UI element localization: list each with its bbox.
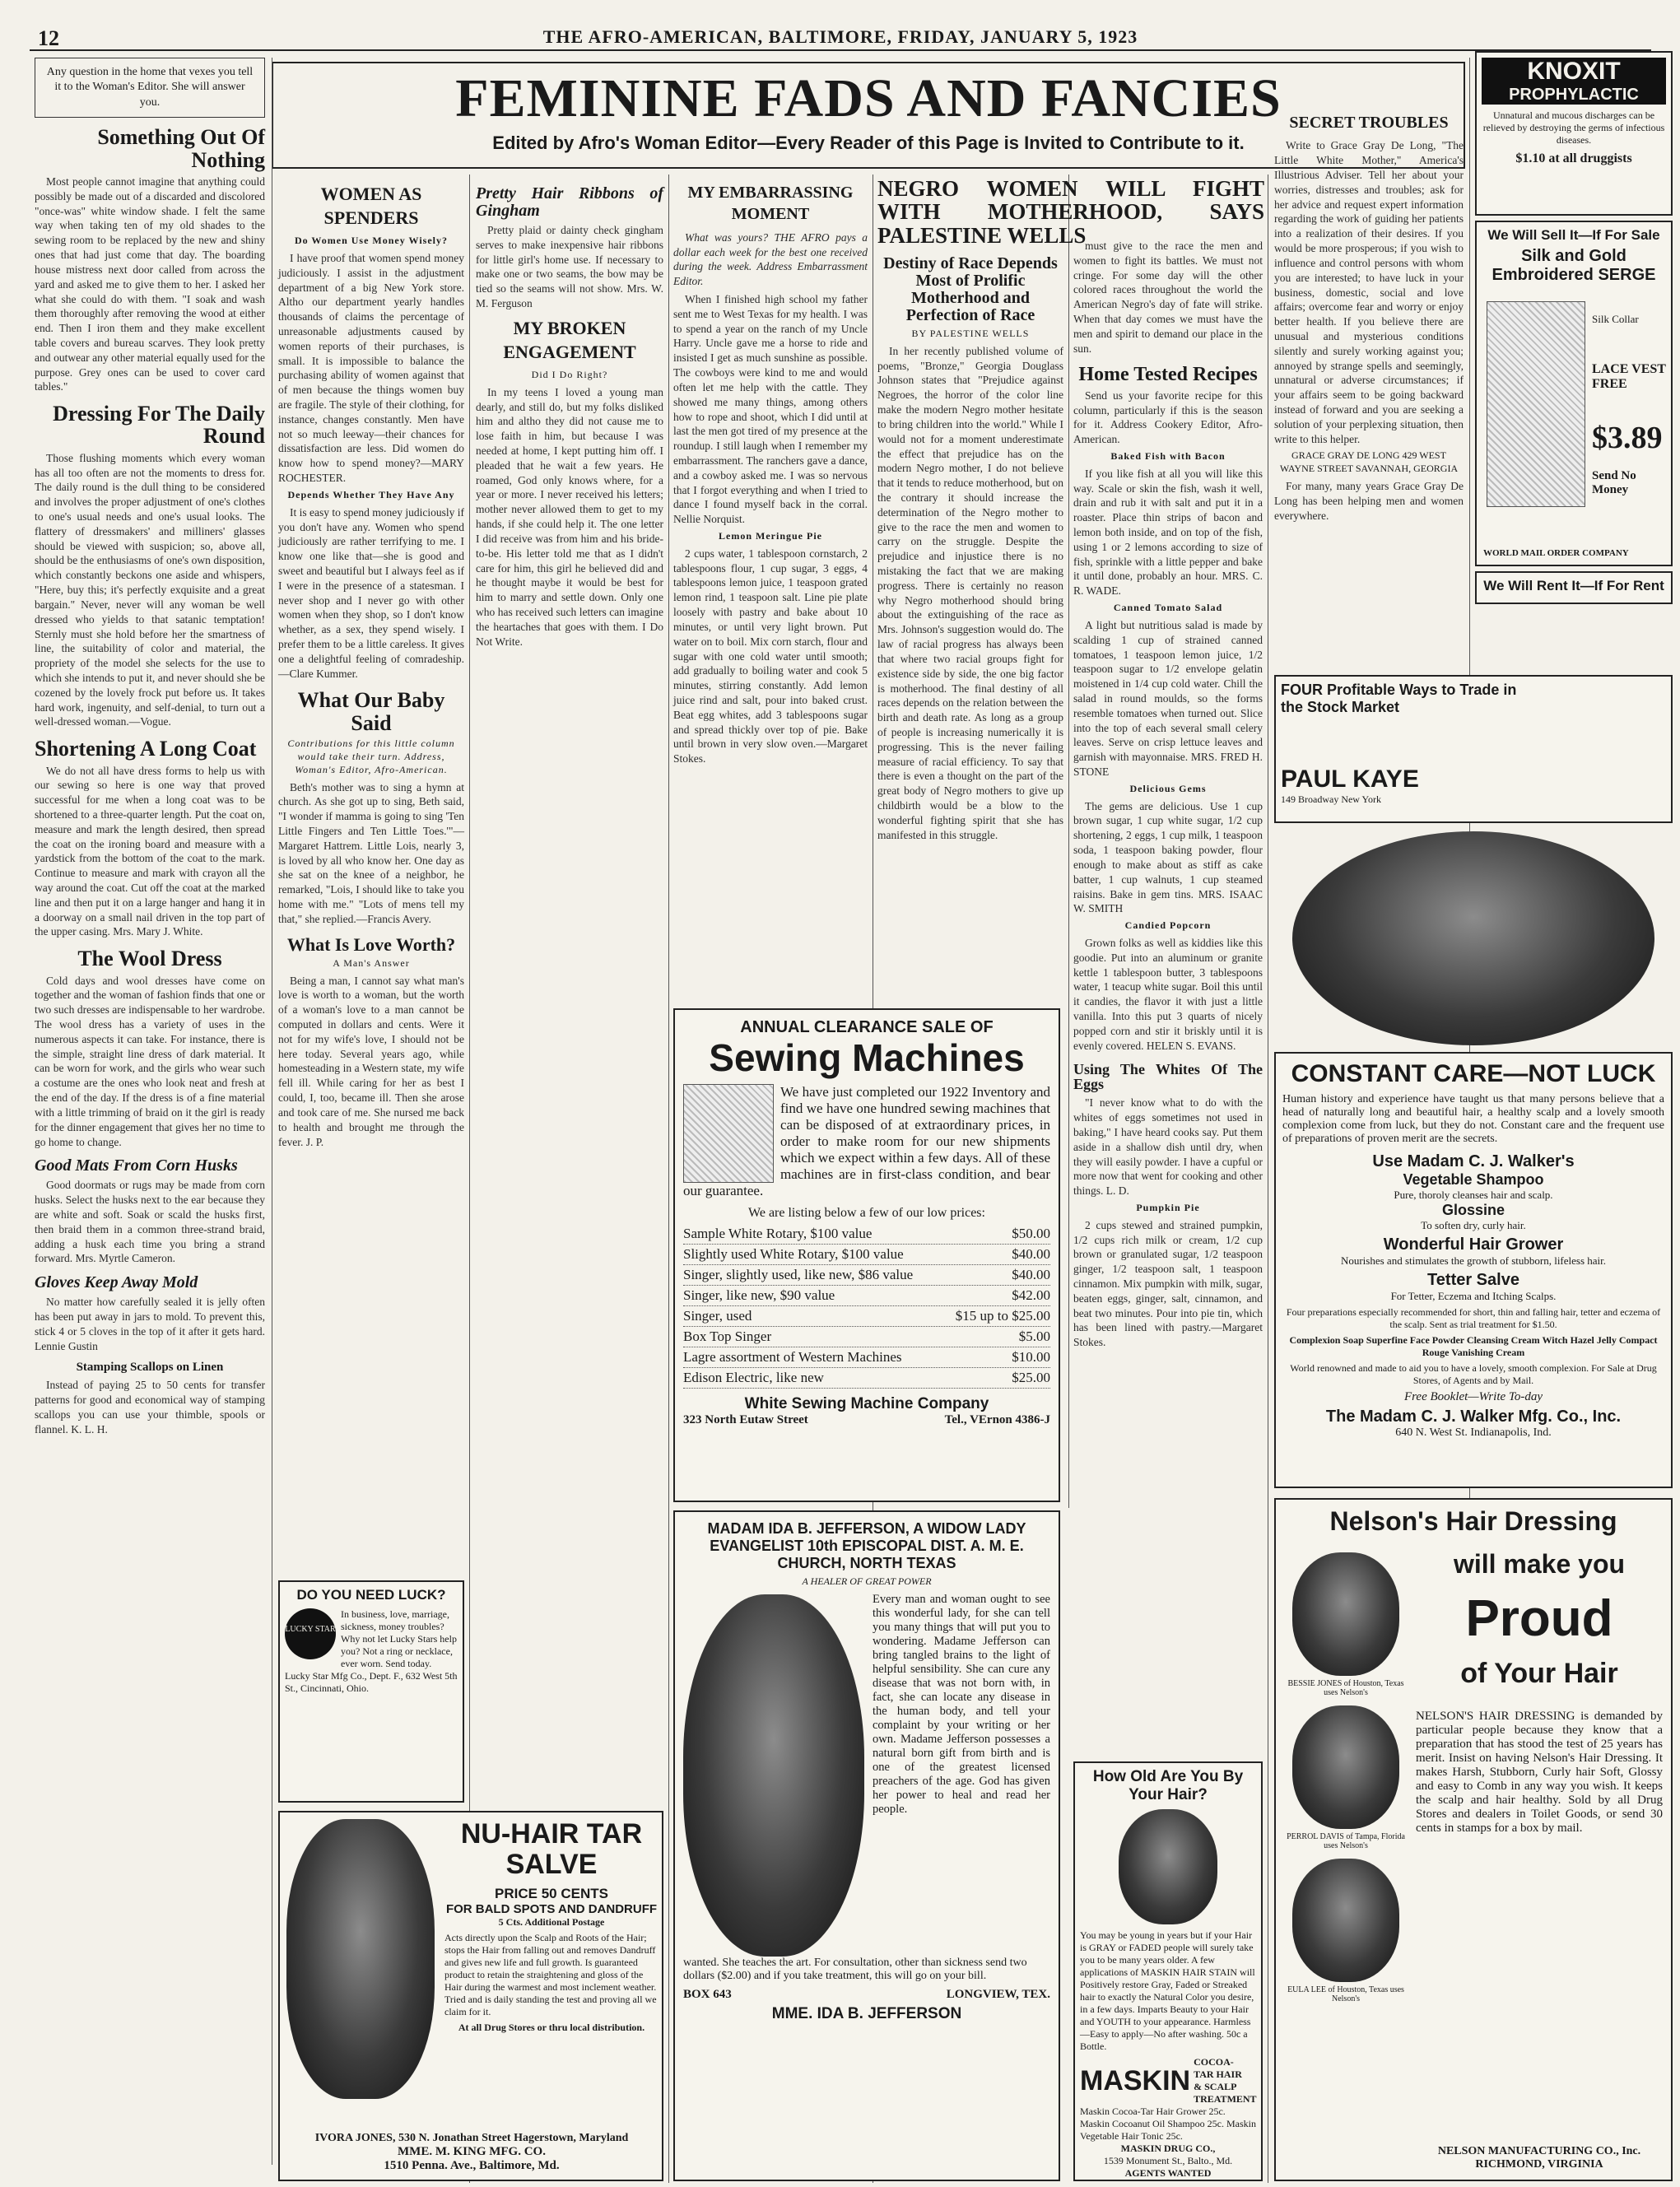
ad-headline: Nelson's Hair Dressing [1329,1506,1617,1536]
price-item: Lagre assortment of Western Machines [683,1348,902,1365]
lucky-star-icon: LUCKY STAR [285,1608,336,1659]
serge-ad [1475,221,1673,566]
price-row [683,1265,1050,1286]
ad-products: Maskin Cocoa-Tar Hair Grower 25c. Maskin Cocoanut Oil Shampoo 25c. Maskin Vegetable Hair Tonic 25c. [1080,2106,1256,2142]
section-tagline: Edited by Afro's Woman Editor—Every Reader of this Page is Invited to Contribute to it. [492,133,1245,153]
ad-listing: We are listing below a few of our low prices: [748,1205,985,1220]
recipe-text: 2 cups water, 1 tablespoon cornstarch, 2 tablespoons flour, 1 cup sugar, 3 eggs, 4 tablespoons lemon juice, 1 teaspoon grated lemon rind, 1 teaspoon salt. Line pie plate loosely with pastry and bake about 10 minutes, or until very light brown. Put water on to boil. Mix corn starch, flour and sugar with one cold water until smooth; add gradually to boiling water and cook 5 minutes, stirring constantly. Add lemon juice rind and salt, pour into baked crust. Beat egg whites, add 3 tablespoons sugar and spread thickly over top of pie. Bake until brown in very slow oven.—Margaret Stokes. [673,547,868,765]
testimonial: EULA LEE of Houston, Texas uses Nelson's [1287,1985,1404,2003]
ad-address: 1539 Monument St., Balto., Md. [1103,2155,1233,2166]
ad-text: We have just completed our 1922 Inventory and find we have one hundred sewing machines that can be disposed of at extraordinary prices, in order to make room for our new shipments which we expect within a few days. All of these machines are in first-class condition, and bear our guarantee. [683,1083,1050,1198]
ad-phone: Tel., VErnon 4386-J [944,1412,1050,1426]
article-headline: Gloves Keep Away Mold [35,1273,198,1292]
article-text: Write to Grace Gray De Long, "The Little White Mother," America's Illustrious Adviser. Tell her about your worries, distresses and troubles; ask for her advice and request expert information regarding the work of guiding her patients into a realization of their desires. If you would be more prosperous; if you wish to influence and control persons with whom you are interested; to have luck in your business, domestic, social and love affairs; overcome fear and worry or enjoy better health. If you believe there are unusual and mysterious conditions silently and surely working against you; annoyed by strange spells and seemingly, unnatural or adverse circumstances; if your affairs seem to be going backward instead of forward and you are seeking a solution of your perplexing situation, then write to this helper. [1274,139,1464,445]
ad-headline: How Old Are You By Your Hair? [1092,1768,1244,1803]
recipes-headline: Home Tested Recipes [1078,363,1258,385]
ad-item: Tetter Salve [1427,1271,1519,1289]
price-item: Singer, slightly used, like new, $86 value [683,1266,914,1282]
article-headline: Something Out Of Nothing [97,125,265,172]
ad-item: Wonderful Hair Grower [1383,1235,1564,1254]
ad-brand: KNOXIT [1482,58,1666,86]
ad-text: Unnatural and mucous discharges can be relieved by destroying the germs of infectious diseases. [1482,109,1665,146]
price-value: $50.00 [1012,1225,1050,1241]
ad-text: Acts directly upon the Scalp and Roots of the Hair; stops the Hair from falling out and removes Dandruff and gives new life and full growth. Is guaranteed product to retain the straightening and gloss of the Hair during the warmest and most inclement weather. Tried and is daily standing the test and proving all we claim for it. [444,1931,657,2017]
ad-item: Vegetable Shampoo [1403,1171,1544,1188]
recipe-title: Candied Popcorn [1124,919,1212,932]
price-item: Singer, like new, $90 value [683,1287,835,1303]
article-headline: NEGRO WOMEN WILL FIGHT WITH MOTHERHOOD, SAYS PALESTINE WELLS [877,176,1264,248]
ad-for: FOR BALD SPOTS AND DANDRUFF [445,1901,658,1916]
article-headline: What Our Baby Said [297,688,445,735]
section-title: FEMININE FADS AND FANCIES [455,68,1282,128]
article-headline: Dressing For The Daily Round [53,402,265,449]
ad-address: 1510 Penna. Ave., Baltimore, Md. [384,2159,560,2172]
price-value: $10.00 [1012,1348,1050,1365]
ad-line2: Proud [1465,1590,1613,1647]
ad-kicker: A HEALER OF GREAT POWER [802,1575,932,1587]
column-4 [673,177,868,1000]
ad-address: 640 N. West St. Indianapolis, Ind. [1395,1426,1552,1439]
ad-company: The Madam C. J. Walker Mfg. Co., Inc. [1325,1408,1622,1426]
ad-text: In business, love, marriage, sickness, money troubles? Why not let Lucky Stars help you? Not a ring or necklace, ever worn. Send today. Lucky Star Mfg Co., Dept. F., 632 West 5th St., Cincinnati, Ohio. [285,1608,458,1694]
article-headline: What Is Love Worth? [286,933,456,955]
paul-kaye-ad [1274,675,1673,823]
price-row [683,1327,1050,1347]
ad-brand: Silk and Gold Embroidered SERGE [1492,247,1656,284]
column-1 [35,58,265,2181]
article-text: When I finished high school my father sent me to West Texas for my health. I was to spend a year on the ranch of my Uncle Harry. Uncle gave me a horse to ride and insisted I get as much sunshine as possible. The cowboys were kind to me and would often let me help with the cattle. They showed me many things, among others how to rope and shoot, which I did until at last the men got tired of my presence at the roundup. I still laugh when I remember my embarrassment. The ranchers gave a dance, and a cowboy asked me. I was so nervous that I forgot everything and when I tried to dance I found myself back in the corral. Nellie Norquist. [673,293,868,526]
page-number: 12 [38,26,59,50]
price-row [683,1245,1050,1265]
recipe-text: The gems are delicious. Use 1 cup brown sugar, 1 cup white sugar, 1/2 cup shortening, 2 eggs, 1 cup milk, 1 teaspoon soda, 1 teaspoon baking powder, flour enough to make about as stiff as cake batter, 1 cup walnuts, 1 cup steamed raisins. Bake in gem tins. MRS. ISAAC W. SMITH [1073,799,1263,915]
price-value: $25.00 [1012,1369,1050,1385]
ad-text: Every man and woman ought to see this wonderful lady, for she can tell you many things that will put you to wondering. Madame Jefferson can bring tangled brains to the light of helpful sensibility. She can cure any disease that was not born with, in fact, she can locate any disease in the human body, and tell your complaint by your writing or her own. Madame Jefferson possesses a natural born gift from birth and is one of the greatest licensed preachers of the age. God has given her power to heal and read her people. [873,1593,1050,1816]
ad-headline: FOUR Profitable Ways to Trade in the Stock Market [1281,682,1517,715]
ad-line: Four preparations especially recommended for short, thin and falling hair, tetter and eczema of the scalp. Sent as trial treatment for $1.50. [1286,1306,1661,1330]
ad-dealers: At all Drug Stores or thru local distribution. [458,2021,645,2033]
sewing-machine-icon [683,1084,774,1183]
article-subhead: Contributions for this little column would take their turn. Address, Woman's Editor, Afro-American. [287,738,455,775]
article-text: No matter how carefully sealed it is jelly often has been put away in jars to mold. To prevent this, stick 4 or 5 cloves in the top of it after it gets hard. Lennie Gustin [35,1296,265,1352]
ad-send: Send No Money [1592,469,1636,496]
woman-face-image [1119,1809,1217,1924]
ad-headline: Sewing Machines [709,1036,1025,1079]
article-byline: BY PALESTINE WELLS [911,328,1030,340]
price-value: $15 up to $25.00 [955,1307,1050,1324]
ad-company: White Sewing Machine Company [744,1394,989,1412]
ad-headline: NU-HAIR TAR SALVE [460,1818,643,1881]
sewing-machine-ad [673,1008,1060,1502]
ad-price: PRICE 50 CENTS [495,1885,608,1901]
ad-item-desc: To soften dry, curly hair. [1421,1219,1526,1231]
article-headline: Stamping Scallops on Linen [76,1361,224,1375]
ad-item-desc: Nourishes and stimulates the growth of stubborn, lifeless hair. [1340,1254,1607,1267]
article-headline: WOMEN AS SPENDERS [320,184,422,229]
recipe-text: 2 cups stewed and strained pumpkin, 1/2 cups rich milk or cream, 1/2 cup brown or granulated sugar, 1/2 teaspoon ginger, 1/2 teaspoon salt, 1 teaspoon cinnamon. Mix pumpkin with milk, sugar, beaten eggs, ginger, salt, cinnamon, and beat two minutes. Pour into pie tin, which has been lined with pastry.—Margaret Stokes. [1073,1218,1263,1349]
price-value: $40.00 [1012,1245,1050,1262]
rent-ad [1475,571,1673,604]
ad-kicker: ANNUAL CLEARANCE SALE OF [740,1018,994,1036]
ad-text: NELSON'S HAIR DRESSING is demanded by particular people because they know that a preparation that has stood the test of 25 years has merit. Insist on having Nelson's Hair Dressing. It makes Harsh, Stubborn, Curly hair Soft, Glossy and easy to Comb in any way you wish. It keeps the scalp and hair healthy. Sold by all Drug Stores and dealers in Toilet Goods, or send 30 cents in stamps for a box by mail. [1416,1710,1663,1835]
maskin-ad [1073,1761,1263,2181]
price-value: $5.00 [1018,1328,1050,1344]
ad-fine: World renowned and made to aid you to have a lovely, smooth complexion. For Sale at Drug Stores, of Agents and by Mail. [1290,1362,1657,1386]
nelson-portrait-3-image [1292,1859,1399,1982]
woman-portrait-image [1292,831,1654,1045]
ad-subbrand: PROPHYLACTIC [1482,86,1666,105]
jefferson-portrait-image [683,1594,864,1957]
woman-photo-image [286,1819,435,2099]
article-text: Instead of paying 25 to 50 cents for transfer patterns for good and economical way of stamping scallops you can use your thimble, spools or flannel. K. L. H. [35,1379,265,1436]
masthead [30,23,1651,51]
article-text: Being a man, I cannot say what man's love is worth to a woman, but the worth of a woman's love to a man cannot be computed in dollars and cents. Were it not for my wife's love, I should not be here today. Several years ago, while homesteading in a Western state, my wife fell ill. While caring for her as best I could, I, too, became ill. Then she arose and took care of me. She nursed me back to health and brought me through the fever. J. P. [278,974,464,1148]
ad-price: $1.10 at all druggists [1515,151,1632,165]
article-subhead: Do Women Use Money Wisely? [294,235,448,247]
price-list [683,1224,1050,1389]
article-headline: MY BROKEN ENGAGEMENT [503,317,636,362]
ad-side: COCOA-TAR HAIR & SCALP TREATMENT [1194,2056,1257,2105]
knoxit-ad [1475,51,1673,216]
ad-price: $3.89 [1592,421,1663,455]
ad-brand: PAUL KAYE [1281,765,1419,793]
jefferson-ad [673,1510,1060,2181]
lucky-star-ad [278,1580,464,1803]
article-text: Good doormats or rugs may be made from corn husks. Select the husks next to the ear because they are white and soft. Soak or scald the husks first, then braid them in a common three-strand braid, adding a husk each time you bring a strand forward. Mrs. Myrtle Cameron. [35,1179,265,1265]
recipe-text: A light but nutritious salad is made by scalding 1 cup of strained canned tomatoes, 1 teaspoon lemon juice, 1/2 teaspoon sugar to 1/2 envelope gelatin moistened in 1/4 cup cold water. Chill the salad in round moulds, so the forms resemble tomatoes when turned out. Slice into the top of each several small celery leaves. Serve on crisp lettuce leaves and garnish with mayonnaise. MRS. FRED H. STONE [1073,618,1263,779]
article-headline: SECRET TROUBLES [1289,114,1449,132]
price-item: Sample White Rotary, $100 value [683,1225,873,1241]
recipe-title: Baked Fish with Bacon [1110,449,1226,462]
article-text: In my teens I loved a young man dearly, and still do, but my folks disliked him and altho they did not cause me to lose faith in him, but because I was needed at home, I kept putting him off. I pleaded that he wait a few years. He roamed, God only knows where, for a year or more. I never received his letters; mother never allowed them to get to my hands, if she could help it. The one letter I did receive was from him and his bride-to-be. His letter told me that as I didn't care for him, this girl he believed did and he thought maybe it would be best for him to marry and settle down. Only one who has received such letters can imagine the heartaches that goes with them. I Do Not Write. [476,385,663,648]
recipe-title: Canned Tomato Salad [1113,602,1223,614]
walker-ad [1274,1052,1673,1488]
testimonial: BESSIE JONES of Houston, Texas uses Nelson's [1287,1679,1404,1697]
article-text: Beth's mother was to sing a hymn at church. As she got up to sing, Beth said, "I wonder if mamma is going to sing 'Ten Little Fingers and Ten Little Toes.'"—Margaret Hattrem. Little Lois, nearly 3, is loved by all who know her. One day as she sat on the knee of a neighbor, he remarked, "Lois, I should like to take you home with me." "Lots of mens tell my that," she replied.—Francis Avery. [278,780,464,925]
article-headline: Good Mats From Corn Husks [35,1156,238,1175]
ask-box: Any question in the home that vexes you tell it to the Woman's Editor. She will answer you. [35,58,265,118]
nelson-ad [1274,1498,1673,2181]
ad-city: LONGVIEW, TEX. [946,1988,1050,2001]
ad-line1: will make you [1453,1549,1626,1579]
ad-box: BOX 643 [683,1988,732,2001]
article-headline: Shortening A Long Coat [35,737,257,761]
recipe-text: Grown folks as well as kiddies like this goodie. Put into an aluminum or granite kettle 1 tablespoon butter, 3 tablespoons water, 1 teacup white sugar. Boil this until it candies, the flavor it with just a little vanilla. Into this put 3 quarts of nicely popped corn and stir it briskly until it is evenly covered. HELEN S. EVANS. [1073,937,1263,1052]
article-text: I have proof that women spend money judiciously. I assist in the adjustment department of a big New York store. Altho our department yearly handles thousands of claims the percentage of unreasonable adjustments caused by women reports of their purchases, is small. It is impossible to balance the purchasing ability of women against that of men because the things women buy are fragile. The style of their clothing, for instance, changes constantly. Men have not so much leeway—their chances for dissatisfaction are less. Did women do know how to spend money?—MARY ROCHESTER. [278,251,464,485]
ad-headline: We Will Sell It—If For Sale [1487,227,1660,243]
article-text: Pretty plaid or dainty check gingham serves to make inexpensive hair ribbons for little girl's home use. If necessary to make one or two seams, the bow may be tied so the seams will not show. Mrs. W. M. Ferguson [476,224,663,310]
ad-agent: IVORA JONES, 530 N. Jonathan Street Hagerstown, Maryland [314,2132,629,2144]
recipes-intro: Send us your favorite recipe for this column, particularly if this is the season for it. Address Cookery Editor, Afro-American. [1073,389,1263,446]
ad-address: 323 North Eutaw Street [683,1412,808,1426]
ad-headline: We Will Rent It—If For Rent [1483,578,1664,593]
article-text: In her recently published volume of poems, "Bronze," Georgia Douglass Johnson states that "Prejudice against Negroes, the horror of the color line make the modern Negro mother hesitate to bring children into the world." While I would not for a moment underestimate the effect that prejudice has on the modern Negro mother, I do not believe that it tends to reduce motherhood, but on the contrary it should increase the determination of the Negro mother to give to the race the men and women to carry on the struggle. Despite the prejudice and injustice there is no mistaking the fact that we are making progress. There is certainly no reason why Negro motherhood should bring about the extinguishing of the race as Mrs. Johnson's suggestion would do. The law of racial progress has always been that where two racial groups fight for existence side by side, the one big factor is motherhood. The final destiny of all races depends on the relation between the birth and death rate. As long as a group of people is increasing numerically it is progressing. This is the never failing measure of racial efficiency. To say that there is even a thought on the part of the great body of Negro mothers to give up childbirth would be a blow to the wonderful fighting spirit that she has manifested in this struggle. [877,344,1063,841]
ad-line3: of Your Hair [1460,1658,1618,1689]
nu-hair-ad [278,1811,663,2181]
nelson-portrait-1-image [1292,1552,1399,1676]
dress-illustration-icon [1487,301,1585,507]
recipe-text: If you like fish at all you will like this way. Scale or skin the fish, wash it well, drain and rub it with salt and put it in a roaster. Place thin strips of bacon and lemon both inside, and on top of the fish, using 1 or 2 lemons according to size of fish, sprinkle with a little pepper and bake it until done, probably an hour. MRS. C. R. WADE. [1073,467,1263,598]
ad-item-desc: Pure, thoroly cleanses hair and scalp. [1394,1189,1553,1201]
article-text: It is easy to spend money judiciously if you don't have any. Women who spend judiciously are rather terrifying to me. I know one like that—she is good and sweet and beautiful but I always feel as if I were in the presence of a statesman. I never shop and I never go with other women when they shop, so I don't know whether, as a sex, they spend wisely. I prefer them to be a little careless. It gives one a delightful feeling of comradeship.—Clare Kummer. [278,505,464,680]
ad-brand: MASKIN [1080,2064,1191,2096]
price-item: Edison Electric, like new [683,1369,824,1385]
column-2 [278,177,464,1576]
column-3 [476,177,663,1494]
ad-lace: LACE VEST FREE [1592,362,1666,391]
price-row [683,1224,1050,1245]
ad-name: MME. IDA B. JEFFERSON [771,2005,962,2022]
ad-item: Glossine [1441,1202,1505,1218]
price-row [683,1347,1050,1368]
article-footnote: For many, many years Grace Gray De Long has been helping men and women everywhere. [1274,480,1464,522]
ad-intro: Human history and experience have taught us that many persons believe that a head of naturally long and beautiful hair, a healthy scalp and a lovely smooth complexion come from luck, but they do not. Constant care and the frequent use of preparations of proven merit are the secrets. [1282,1093,1664,1145]
column-rule [668,174,669,2183]
price-item: Singer, used [683,1307,752,1324]
ad-footer: WORLD MAIL ORDER COMPANY [1483,548,1629,558]
ad-company: NELSON MANUFACTURING CO., Inc. [1437,2145,1641,2157]
article-subhead: Depends Whether They Have Any [287,488,455,500]
nelson-portrait-2-image [1292,1705,1399,1829]
article-text: Cold days and wool dresses have come on together and the woman of fashion finds that one or two such dresses are indispensable to her wardrobe. The wool dress has a variety of uses in the numerous aspects it can take. For instance, there is the simple, straight line dress of dark material. It can be worn for work, and the girls who wear such a costume are the ones who look neat and fresh at the end of the day. If the dress is of a fine material with a little trimming of braid on it the girl is ready for the dinner engagement that gives her no time to go home to change. [35,974,265,1148]
article-headline: MY EMBARRASSING MOMENT [687,184,854,224]
price-row [683,1286,1050,1306]
ad-company: MME. M. KING MFG. CO. [398,2145,546,2158]
article-text: Most people cannot imagine that anything could possibly be made out of a discarded and discolored "once-was" white window shade. I felt the same way when taking ten of my old shades to the sewing room to be replaced by the new and shiny ones that had just come that day. The boarding house mistress next door called from across the yard and asked me to give them to her. I asked her what she could do with them. "I soak and wash them thoroughly after removing the wood at either end. Then I iron them and they make excellent table covers and bureau scarves. They look pretty and outwear any other material equally used for the purpose. Grey ones can be used to cover card tables." [35,175,265,393]
ad-company: MASKIN DRUG CO., [1120,2143,1216,2154]
price-item: Box Top Singer [683,1328,772,1344]
article-continued: must give to the race the men and women to fight its battles. We must not cringe. For some day will the other colored races throughout the world the American Negro's day of fate will strike. When that day comes we must have the men and spirit to demand our place in the sun. [1073,240,1263,355]
article-subhead: Did I Do Right? [531,368,608,380]
recipe-title: Pumpkin Pie [1136,1201,1200,1213]
price-row [683,1306,1050,1327]
article-subhead: A Man's Answer [333,956,410,969]
price-value: $40.00 [1012,1266,1050,1282]
price-row [683,1368,1050,1389]
masthead-title: THE AFRO-AMERICAN, BALTIMORE, FRIDAY, JANUARY 5, 1923 [542,26,1138,47]
ad-item-desc: For Tetter, Eczema and Itching Scalps. [1390,1290,1557,1302]
article-headline: Pretty Hair Ribbons of Gingham [476,184,663,220]
recipe-text: "I never know what to do with the whites of eggs sometimes not used in baking," I have heard cooks say. Put them aside in a shallow dish until dry, when they will easily powder. I have a cupful or more now that went for cooking and other things. L. D. [1073,1096,1263,1198]
ad-headline: CONSTANT CARE—NOT LUCK [1291,1060,1656,1087]
article-text: We do not all have dress forms to help us with our sewing so here is one way that proved successful for me when a long coat was to be shortened to a three-quarter length. Put the coat on, measure and mark the length desired, then spread the coat on the ironing board and measure with a yardstick from the bottom of the coat to the mark. Continue to measure and mark with crayon all the way around the coat. Cut off the coat at the marked line and then put it on a large hanger and hang it in a doorway on a small nail driven in the top part of the upper casing. Mrs. Mary J. White. [35,764,265,938]
article-address: GRACE GRAY DE LONG 429 WEST WAYNE STREET SAVANNAH, GEORGIA [1279,449,1459,475]
ad-footer: AGENTS WANTED [1124,2167,1212,2179]
ad-address: RICHMOND, VIRGINIA [1475,2158,1603,2171]
ad-headline: MADAM IDA B. JEFFERSON, A WIDOW LADY EVANGELIST 10th EPISCOPAL DIST. A. M. E. CHURCH, NORTH TEXAS [707,1520,1026,1571]
ad-booklet: Free Booklet—Write To-day [1403,1390,1543,1403]
ad-postage: 5 Cts. Additional Postage [498,1915,605,1928]
recipe-title: Delicious Gems [1129,782,1207,794]
ad-headline: DO YOU NEED LUCK? [296,1587,446,1603]
article-subhead: Destiny of Race Depends Most of Prolific Motherhood and Perfection of Race [883,254,1058,325]
column-6 [1073,239,1263,1753]
ad-collar: Silk Collar [1592,313,1639,325]
testimonial: PERROL DAVIS of Tampa, Florida uses Nelson's [1287,1832,1405,1850]
price-item: Slightly used White Rotary, $100 value [683,1245,904,1262]
article-text: Those flushing moments which every woman has all too often are not the moments to dress for. The daily round is the dull thing to be considered and involves the proper adjustment of one's clothes to one's usual needs and one's usual looks. The flattery of dressmakers' and milliners' glasses should be viewed with suspicion; so, above all, should be the enthusiasms of one's own disposition, which constantly beckons one aside and whispers, "Here, buy this; it's perfectly exquisite and a great bargain." Never, never will any woman be well dressed who yields to that satanic temptation! Sternly must she hold before her the smartness of line, the suitability of color and material, the propriety of the model she selects for the use to which she intends to put it, and never should she be cozened by the lovely frock put before us. It takes hard work, ingenuity, and self-denial, to turn out a well-dressed woman.—Vogue. [35,451,265,728]
ad-use: Use Madam C. J. Walker's [1372,1152,1575,1170]
price-value: $42.00 [1012,1287,1050,1303]
recipe-title: Using The Whites Of The Eggs [1073,1060,1263,1093]
ad-products: Complexion Soap Superfine Face Powder Cleansing Cream Witch Hazel Jelly Compact Rouge Vanishing Cream [1289,1334,1658,1358]
column-rule [1068,174,1069,1508]
ad-text: You may be young in years but if your Hair is GRAY or FADED people will surely take you to be many years older. A few applications of MASKIN HAIR STAIN will Positively restore Gray, Faded or Streaked hair to exactly the Natural Color you desire, in a few days. Imparts Beauty to your Hair and YOUTH to your appearance. Harmless—Easy to apply—No after washing. 50c a Bottle. [1080,1929,1255,2052]
article-headline: The Wool Dress [77,947,222,971]
recipe-title: Lemon Meringue Pie [719,530,822,542]
article-intro: What was yours? THE AFRO pays a dollar each week for the best one received during the week. Address Embarrassment Editor. [673,230,868,288]
ad-address: 149 Broadway New York [1281,793,1381,805]
ad-footer: wanted. She teaches the art. For consultation, other than sickness send two dollars ($2.00) and if you take treatment, this will go on your bill. [683,1957,1027,1982]
